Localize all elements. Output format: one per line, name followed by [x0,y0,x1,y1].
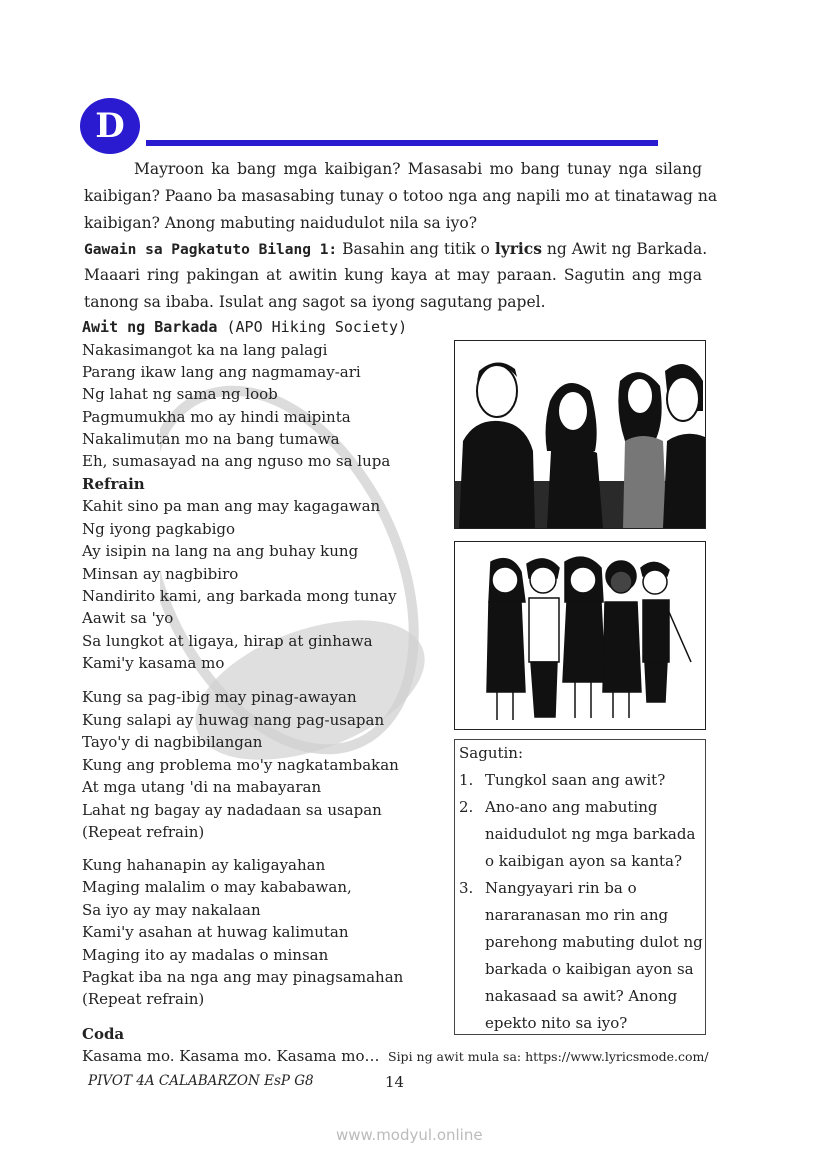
lyric-line: Maging ito ay madalas o minsan [82,946,329,964]
friends-photo-1 [454,340,706,529]
question-number: 2. [459,798,474,816]
question-number: 3. [459,879,474,897]
intro-line-1: Mayroon ka bang mga kaibigan? Masasabi mo bang tunay nga silang [134,160,702,178]
coda-line: Kasama mo. Kasama mo. Kasama mo… [82,1047,380,1065]
song-title: Awit ng Barkada [82,318,218,336]
page-number: 14 [385,1073,405,1091]
activity-text-b: ng Awit ng Barkada. [541,240,708,258]
section-rule [146,140,658,146]
friends-photo-2 [454,541,706,730]
activity-line-2: Maaari ring pakingan at awitin kung kaya at may paraan. Sagutin ang mga [84,266,702,284]
question-number: 1. [459,771,474,789]
questions-box [454,739,706,1035]
question-line: epekto nito sa iyo? [485,1014,628,1032]
lyric-line: Ng lahat ng sama ng loob [82,385,278,403]
activity-line-1 [84,239,708,258]
question-line: naidudulot ng mga barkada [485,825,696,843]
activity-line-3: tanong sa ibaba. Isulat ang sagot sa iyong sagutang papel. [84,293,546,311]
question-line: o kaibigan ayon sa kanta? [485,852,682,870]
lyric-line: Kung salapi ay huwag nang pag-usapan [82,711,385,729]
intro-line-3: kaibigan? Anong mabuting naidudulot nila sa iyo? [84,214,478,232]
coda-label: Coda [82,1025,125,1043]
lyric-line: Ay isipin na lang na ang buhay kung [82,542,359,560]
section-letter: D [95,106,125,146]
lyric-line: Sa iyo ay may nakalaan [82,901,261,919]
lyric-line: Kahit sino pa man ang may kagagawan [82,497,381,515]
lyric-line: Eh, sumasayad na ang nguso mo sa lupa [82,452,391,470]
lyric-line: Kung sa pag-ibig may pinag-awayan [82,688,357,706]
lyric-line: Lahat ng bagay ay nadadaan sa usapan [82,801,382,819]
section-badge [80,98,140,154]
lyric-line: Kami'y asahan at huwag kalimutan [82,923,349,941]
lyric-line: Kung ang problema mo'y nagkatambakan [82,756,399,774]
question-line: Nangyayari rin ba o [485,879,637,897]
lyric-line: (Repeat refrain) [82,823,205,841]
lyric-line: Aawit sa 'yo [82,609,174,627]
lyric-line: Kami'y kasama mo [82,654,225,672]
question-line: nararanasan mo rin ang [485,906,669,924]
lyric-line: Tayo'y di nagbibilangan [82,733,263,751]
question-line: nakasaad sa awit? Anong [485,987,678,1005]
lyric-line: Nakalimutan mo na bang tumawa [82,430,340,448]
activity-label: Gawain sa Pagkatuto Bilang 1: [84,242,338,258]
song-artist: (APO Hiking Society) [217,318,408,336]
lyric-line: Pagkat iba na nga ang may pinagsamahan [82,968,404,986]
lyric-line: Pagmumukha mo ay hindi maipinta [82,408,351,426]
lyric-line: Nandirito kami, ang barkada mong tunay [82,587,397,605]
lyric-line: Ng iyong pagkabigo [82,520,236,538]
questions-heading: Sagutin: [459,744,524,762]
question-line: Tungkol saan ang awit? [485,771,666,789]
lyric-line: Nakasimangot ka na lang palagi [82,341,328,359]
lyrics-word: lyrics [494,239,542,258]
lyric-line: Maging malalim o may kababawan, [82,878,352,896]
lyric-line: Parang ikaw lang ang nagmamay-ari [82,363,361,381]
lyric-line: Kung hahanapin ay kaligayahan [82,856,326,874]
intro-line-2: kaibigan? Paano ba masasabing tunay o totoo nga ang napili mo at tinatawag na [84,187,718,205]
refrain-label: Refrain [82,475,145,493]
friends-illustration-2 [455,542,705,729]
question-line: barkada o kaibigan ayon sa [485,960,694,978]
lyric-line: Minsan ay nagbibiro [82,565,239,583]
site-watermark: www.modyul.online [336,1126,483,1144]
lyric-line: Sa lungkot at ligaya, hirap at ginhawa [82,632,373,650]
friends-illustration-1 [455,341,705,528]
activity-text-a: Basahin ang titik o [337,240,495,258]
question-line: Ano-ano ang mabuting [485,798,658,816]
footer-title: PIVOT 4A CALABARZON EsP G8 [88,1073,314,1089]
question-line: parehong mabuting dulot ng [485,933,703,951]
lyrics-source: Sipi ng awit mula sa: https://www.lyricsmode.com/ [388,1049,709,1064]
lyric-line: At mga utang 'di na mabayaran [82,778,322,796]
lyric-line: (Repeat refrain) [82,990,205,1008]
song-title-line [82,318,407,336]
